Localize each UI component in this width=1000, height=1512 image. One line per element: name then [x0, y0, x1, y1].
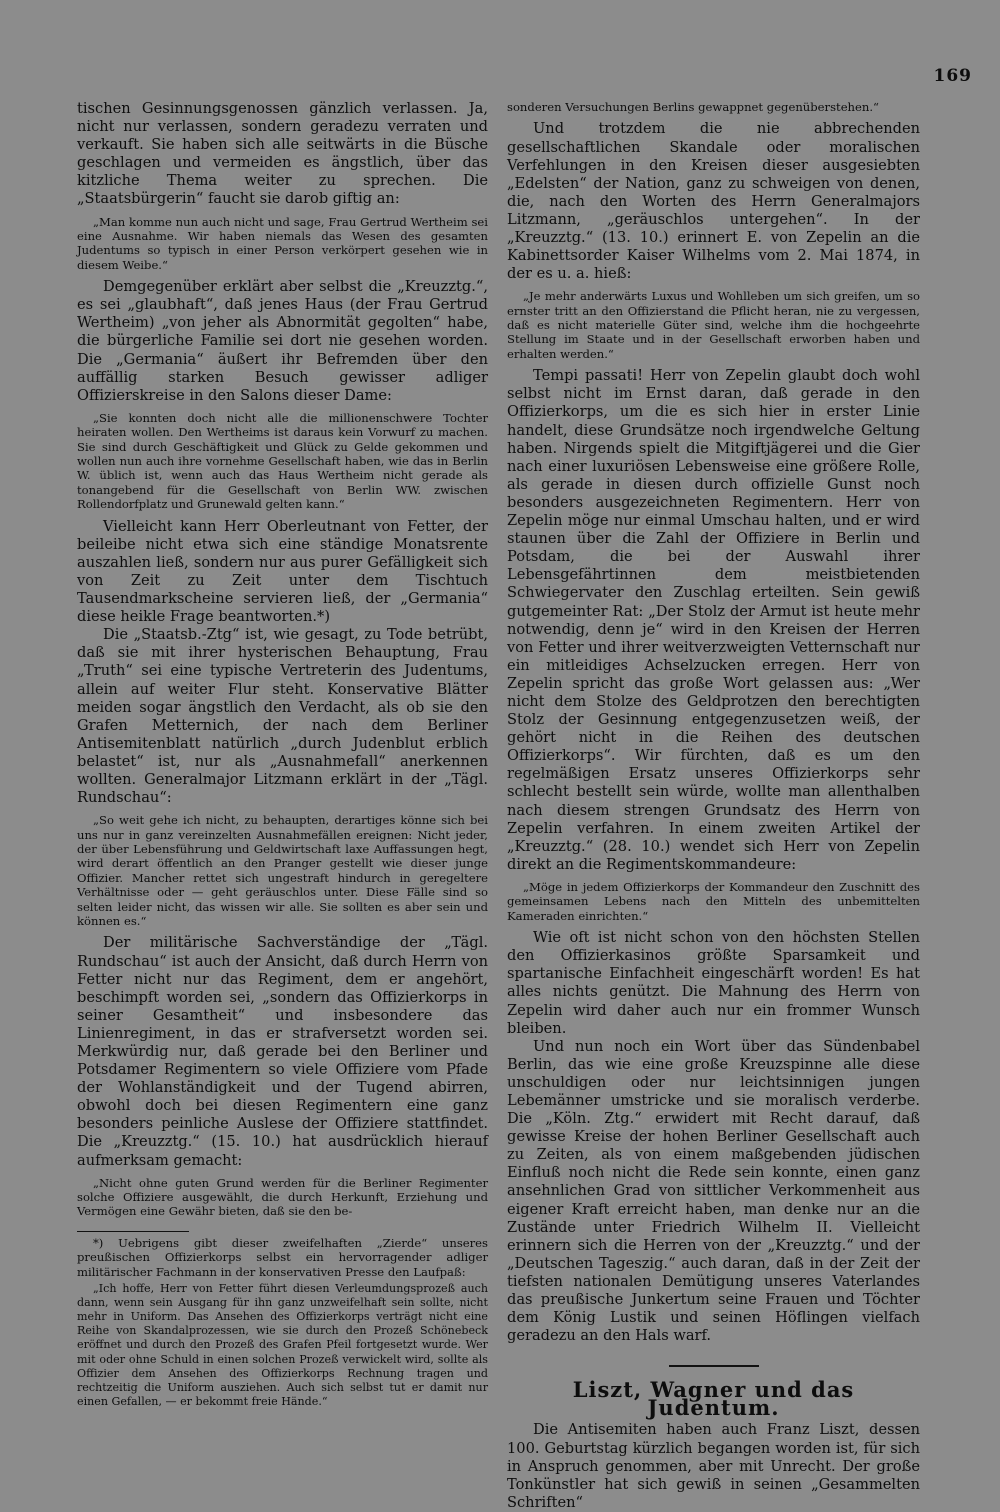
right-column: [507, 100, 920, 1512]
paragraph: Die Antisemiten haben auch Franz Liszt, dessen 100. Geburtstag kürzlich begangen worden ist, für sich in Anspruch genommen, aber mit Unrecht. Der große Tonkünstler hat sich gewiß in seinen „Gesammelten Schriften“: [507, 1421, 920, 1511]
block-quote: „Sie konnten doch nicht alle die millionenschwere Tochter heiraten wollen. Den Wertheims ist daraus kein Vorwurf zu machen. Sie sind durch Geschäftigkeit und Glück zu Gelde gekommen und wollen nun auch ihre vornehme Gesellschaft haben, wie das in Berlin W. üblich ist, wenn auch das Haus Wertheim nicht gerade als tonangebend für die Gesellschaft von Berlin WW. zwischen Rollendorfplatz und Grunewald gelten kann.“: [77, 410, 488, 512]
paragraph: tischen Gesinnungsgenossen gänzlich verlassen. Ja, nicht nur verlassen, sondern geradezu verraten und verkauft. Sie haben sich alle seitwärts in die Büsche geschlagen und vermeiden es ängstlich, über das kitzliche Thema weiter zu sprechen. Die „Staatsbürgerin“ faucht sie darob giftig an:: [77, 100, 488, 208]
paragraph: Der militärische Sachverständige der „Tägl. Rundschau“ ist auch der Ansicht, daß durch Herrn von Fetter nicht nur das Regiment, dem er angehört, beschimpft worden sei, „sondern das Offizierkorps in seiner Gesamtheit“ und insbesondere das Linienregiment, in das er strafversetzt worden sei. Merkwürdig nur, daß gerade bei den Berliner und Potsdamer Regimentern so viele Offiziere vom Pfade der Wohlanständigkeit und der Tugend abirren, obwohl doch bei diesen Regimentern eine ganz besonders peinliche Auslese der Offiziere stattfindet. Die „Kreuzztg.“ (15. 10.) hat ausdrücklich hierauf aufmerksam gemacht:: [77, 934, 488, 1169]
block-quote: „Je mehr anderwärts Luxus und Wohlleben um sich greifen, um so ernster tritt an den Offizierstand die Pflicht heran, nie zu vergessen, daß es nicht materielle Güter sind, welche ihm die hochgeehrte Stellung im Staate und in der Gesellschaft erworben haben und erhalten werden.“: [507, 289, 920, 361]
block-quote: „So weit gehe ich nicht, zu behaupten, derartiges könne sich bei uns nur in ganz vereinzelten Ausnahmefällen ereignen: Nicht jeder, der über Lebensführung und Geldwirtschaft laxe Auffassungen hegt, wird derart öffentlich an den Pranger gestellt wie dieser junge Offizier. Mancher rettet sich ungestraft hindurch in geregeltere Verhältnisse oder — geht geräuschlos unter. Diese Fälle sind so selten leider nicht, das wissen wir alle. Sie sollten es aber sein und können es.“: [77, 813, 488, 929]
article-title: Liszt, Wagner und das Judentum.: [572, 1377, 855, 1421]
page-number: 169: [933, 66, 972, 86]
paragraph: Tempi passati! Herr von Zepelin glaubt doch wohl selbst nicht im Ernst daran, daß gerade in den Offizierkorps, um die es sich hier in erster Linie handelt, diese Grundsätze noch irgendwelche Geltung haben. Nirgends spielt die Mitgiftjägerei und die Gier nach einer luxuriösen Lebensweise eine größere Rolle, als gerade in diesen durch offizielle Gunst noch besonders ausgezeichneten Regimentern. Herr von Zepelin möge nur einmal Umschau halten, und er wird staunen über die Zahl der Offiziere in Berlin und Potsdam, die bei der Auswahl ihrer Lebensgefährtinnen dem meistbietenden Schwiegervater den Zuschlag erteilten. Sein gewiß gutgemeinter Rat: „Der Stolz der Armut ist heute mehr notwendig, denn je“ wird in den Kreisen der Herren von Fetter und ihrer weitverzweigten Vetternschaft nur ein mitleidiges Achselzucken erregen. Herr von Zepelin spricht das große Wort gelassen aus: „Wer nicht dem Stolze des Geldprotzen den berechtigten Stolz der Gesinnung entgegenzusetzen weiß, der gehört nicht in die Reihen des deutschen Offizierkorps“. Wir fürchten, daß es um den regelmäßigen Ersatz unseres Offizierkorps sehr schlecht bestellt sein würde, wollte man allenthalben nach diesem strengen Grundsatz des Herrn von Zepelin verfahren. In einem zweiten Artikel der „Kreuzztg.“ (28. 10.) wendet sich Herr von Zepelin direkt an die Regimentskommandeure:: [507, 367, 920, 873]
footnote: *) Uebrigens gibt dieser zweifelhaften „Zierde“ unseres preußischen Offizierkorps selbst ein hervorragender adliger militärischer Fachmann in der konservativen Presse den Laufpaß:: [77, 1235, 488, 1279]
paragraph: Wie oft ist nicht schon von den höchsten Stellen den Offizierkasinos größte Sparsamkeit und spartanische Einfachheit eingeschärft worden! Es hat alles nichts genützt. Die Mahnung des Herrn von Zepelin wird daher auch nur ein frommer Wunsch bleiben.: [507, 929, 920, 1037]
block-quote-continuation: sonderen Versuchungen Berlins gewappnet gegenüberstehen.“: [507, 100, 879, 114]
paragraph: Vielleicht kann Herr Oberleutnant von Fetter, der beileibe nicht etwa sich eine ständige Monatsrente auszahlen ließ, sondern nur aus purer Gefälligkeit sich von Zeit zu Zeit unter dem Tischtuch Tausendmarkscheine servieren ließ, der „Germania“ diese heikle Frage beantworten.*): [77, 517, 488, 626]
block-quote: „Nicht ohne guten Grund werden für die Berliner Regimenter solche Offiziere ausgewählt, die durch Herkunft, Erziehung und Vermögen eine Gewähr bieten, daß sie den be-: [77, 1175, 488, 1219]
paragraph: Und trotzdem die nie abbrechenden gesellschaftlichen Skandale oder moralischen Verfehlungen in den Kreisen dieser ausgesiebten „Edelsten“ der Nation, ganz zu schweigen von denen, die, nach den Worten des Herrn Generalmajors Litzmann, „geräuschlos untergehen“. In der „Kreuzztg.“ (13. 10.) erinnert E. von Zepelin an die Kabinettsorder Kaiser Wilhelms vom 2. Mai 1874, in der es u. a. hieß:: [507, 120, 920, 283]
section-divider: [669, 1365, 759, 1367]
block-quote: „Man komme nun auch nicht und sage, Frau Gertrud Wertheim sei eine Ausnahme. Wir haben niemals das Wesen des gesamten Judentums so typisch in einer Person verkörpert gesehen wie in diesem Weibe.“: [77, 214, 488, 272]
paragraph: Die „Staatsb.-Ztg“ ist, wie gesagt, zu Tode betrübt, daß sie mit ihrer hysterischen Behauptung, Frau „Truth“ sei eine typische Vertreterin des Judentums, allein auf weiter Flur steht. Konservative Blätter meiden sogar ängstlich den Verdacht, als ob sie den Grafen Metternich, der nach dem Berliner Antisemitenblatt natürlich „durch Judenblut erblich belastet“ ist, nur als „Ausnahmefall“ anerkennen wollten. Generalmajor Litzmann erklärt in der „Tägl. Rundschau“:: [77, 626, 488, 807]
left-column: [77, 100, 488, 1409]
block-quote: „Möge in jedem Offizierkorps der Kommandeur den Zuschnitt des gemeinsamen Lebens nach den Mitteln des unbemittelten Kameraden einrichten.“: [507, 879, 920, 923]
footnote-quote: „Ich hoffe, Herr von Fetter führt diesen Verleumdungsprozeß auch dann, wenn sein Ausgang für ihn ganz unzweifelhaft sein sollte, nicht mehr in Uniform. Das Ansehen des Offizierkorps verträgt nicht eine Reihe von Skandalprozessen, wie sie durch den Prozeß Schönebeck eröffnet und durch den Prozeß des Grafen Pfeil fortgesetzt wurde. Wer mit oder ohne Schuld in einen solchen Prozeß verwickelt wird, sollte als Offizier dem Ansehen des Offizierkorps Rechnung tragen und rechtzeitig die Uniform ausziehen. Auch sich selbst tut er damit nur einen Gefallen, — er bekommt freie Hände.“: [77, 1282, 488, 1408]
footnote-divider: [77, 1231, 189, 1232]
paragraph: Demgegenüber erklärt aber selbst die „Kreuzztg.“, es sei „glaubhaft“, daß jenes Haus (der Frau Gertrud Wertheim) „von jeher als Abnormität gegolten“ habe, die bürgerliche Familie sei dort nie gesehen worden. Die „Germania“ äußert ihr Befremden über den auffällig starken Besuch gewisser adliger Offizierskreise in den Salons dieser Dame:: [77, 278, 488, 404]
paragraph: Und nun noch ein Wort über das Sündenbabel Berlin, das wie eine große Kreuzspinne alle diese unschuldigen oder nur leichtsinnigen jungen Lebemänner umstricke und sie moralisch verderbe. Die „Köln. Ztg.“ erwidert mit Recht darauf, daß gewisse Kreise der hohen Berliner Gesellschaft auch zu Zeiten, als von einem maßgebenden jüdischen Einfluß noch nicht die Rede sein konnte, einen ganz ansehnlichen Grad von sittlicher Verkommenheit aus eigener Kraft erreicht haben, man denke nur an die Zustände unter Friedrich Wilhelm II. Vielleicht erinnern sich die Herren von der „Kreuzztg.“ und der „Deutschen Tageszig.“ auch daran, daß in der Zeit der tiefsten nationalen Demütigung unseres Vaterlandes das preußische Junkertum seine Frauen und Töchter dem König Lustik und seinen Höflingen vielfach geradezu an den Hals warf.: [507, 1037, 920, 1345]
